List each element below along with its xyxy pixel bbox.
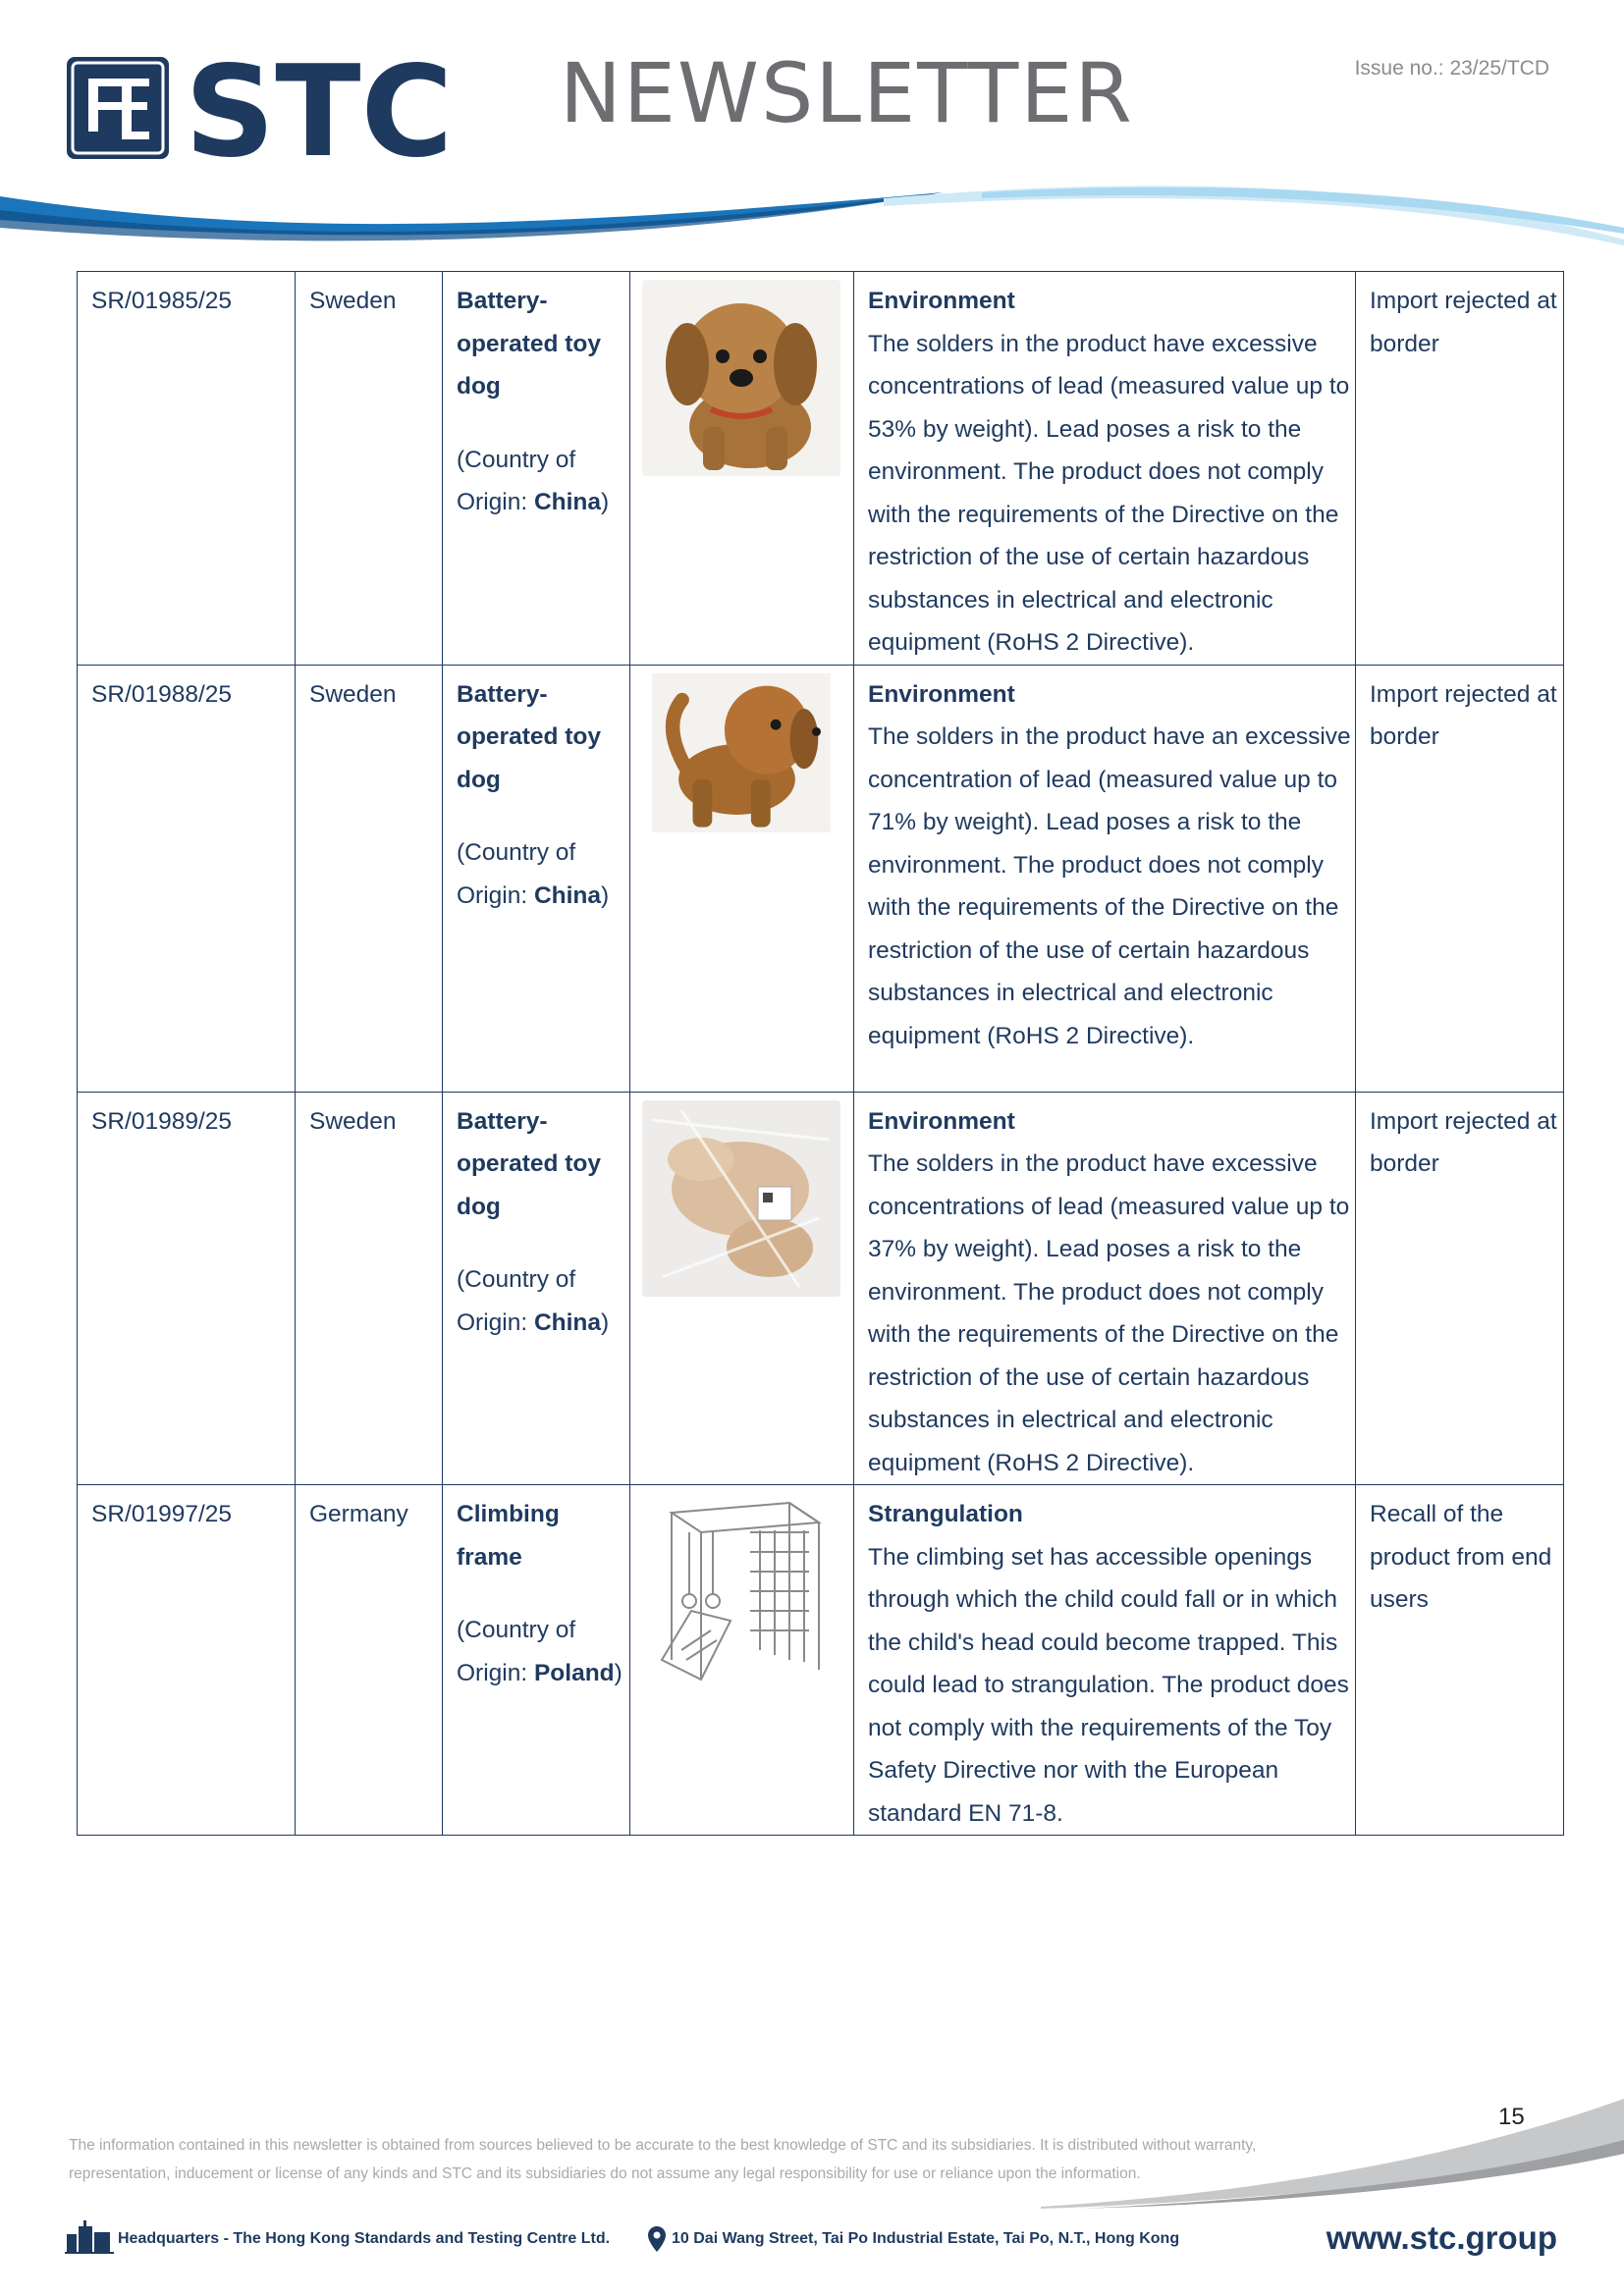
product-image-cell xyxy=(630,1092,854,1485)
reference-number-cell: SR/01989/25 xyxy=(78,1092,296,1485)
origin-country: China xyxy=(533,489,602,515)
country-of-origin: (Country of Origin: China) xyxy=(457,839,610,909)
risk-type: Environment xyxy=(868,1107,1015,1135)
logo-wordmark: STC xyxy=(185,57,454,163)
stc-logo xyxy=(67,57,460,163)
reference-number-cell: SR/01985/25 xyxy=(78,272,296,666)
plush-toy-dog-photo xyxy=(642,280,840,476)
packaged-toy-dog-photo xyxy=(642,1100,840,1297)
address-text: 10 Dai Wang Street, Tai Po Industrial Estate, Tai Po, N.T., Hong Kong xyxy=(672,2230,1180,2247)
product-name: Climbing frame xyxy=(457,1501,560,1571)
origin-country: Poland xyxy=(533,1659,615,1686)
measure-cell: Recall of the product from end users xyxy=(1356,1485,1564,1836)
product-name: Battery-operated toy dog xyxy=(457,1107,602,1220)
risk-cell xyxy=(854,272,1356,666)
country-cell: Sweden xyxy=(296,665,443,1092)
risk-description: The climbing set has accessible openings through which the child could fall or in which the child's head could become trapped. This could lead to strangulation. The product does not comply with the requirements of the Toy Safety Directive nor with the European standard EN 71-8. xyxy=(868,1543,1349,1827)
website-link[interactable]: www.stc.group xyxy=(1326,2219,1557,2256)
country-cell: Germany xyxy=(296,1485,443,1836)
reference-number-cell: SR/01997/25 xyxy=(78,1485,296,1836)
product-cell xyxy=(443,1485,630,1836)
disclaimer-text: The information contained in this newsletter is obtained from sources believed to be accurate to the best knowledge of STC and its subsidiaries. It is distributed without warranty, representation, inducement or license of any kinds and STC and its subsidiaries do not assume any legal responsibility for use or reliance upon the information. xyxy=(69,2137,1257,2182)
climbing-frame-drawing xyxy=(642,1493,840,1689)
footer-contact-bar xyxy=(65,2220,1557,2260)
risk-description: The solders in the product have excessive concentrations of lead (measured value up to 37% by weight). Lead poses a risk to the environment. The product does not comply with the requirements of the Directive on the restriction of the use of certain hazardous substances in electrical and electronic equipment (RoHS 2 Directive). xyxy=(868,1150,1350,1476)
risk-description: The solders in the product have an excessive concentration of lead (measured value up to 71% by weight). Lead poses a risk to the environment. The product does not comply with the requirements of the Directive on the restriction of the use of certain hazardous substances in electrical and electronic equipment (RoHS 2 Directive). xyxy=(868,723,1351,1049)
rapex-table xyxy=(77,271,1564,1836)
location-pin-icon xyxy=(648,2226,666,2252)
country-of-origin: (Country of Origin: China) xyxy=(457,1266,610,1336)
product-image-cell xyxy=(630,1485,854,1836)
newsletter-title: NEWSLETTER xyxy=(560,45,1134,141)
plush-toy-dog-photo xyxy=(642,673,840,850)
country-of-origin: (Country of Origin: China) xyxy=(457,446,610,515)
page-number: 15 xyxy=(1498,2104,1525,2130)
risk-cell xyxy=(854,1485,1356,1836)
reference-number-cell: SR/01988/25 xyxy=(78,665,296,1092)
product-image-cell xyxy=(630,665,854,1092)
product-name: Battery-operated toy dog xyxy=(457,680,602,793)
risk-description: The solders in the product have excessive concentrations of lead (measured value up to 53% by weight). Lead poses a risk to the environment. The product does not comply with the requirements of the Directive on the restriction of the use of certain hazardous substances in electrical and electronic equipment (RoHS 2 Directive). xyxy=(868,330,1350,656)
risk-type: Environment xyxy=(868,680,1015,708)
header-swoosh-decoration xyxy=(0,177,1624,255)
table-row xyxy=(78,665,1564,1092)
product-name: Battery-operated toy dog xyxy=(457,288,602,400)
product-cell xyxy=(443,665,630,1092)
measure-cell: Import rejected at border xyxy=(1356,1092,1564,1485)
country-of-origin: (Country of Origin: Poland) xyxy=(457,1617,623,1686)
issue-number: Issue no.: 23/25/TCD xyxy=(1354,57,1549,80)
measure-cell: Import rejected at border xyxy=(1356,665,1564,1092)
origin-country: China xyxy=(533,881,602,909)
product-image-cell xyxy=(630,272,854,666)
risk-cell xyxy=(854,665,1356,1092)
risk-type: Environment xyxy=(868,288,1015,314)
product-cell xyxy=(443,1092,630,1485)
country-cell: Sweden xyxy=(296,1092,443,1485)
building-icon xyxy=(65,2220,114,2254)
measure-cell: Import rejected at border xyxy=(1356,272,1564,666)
risk-type: Strangulation xyxy=(868,1501,1023,1527)
risk-cell xyxy=(854,1092,1356,1485)
table-row xyxy=(78,1485,1564,1836)
product-cell xyxy=(443,272,630,666)
origin-country: China xyxy=(533,1308,602,1336)
table-row xyxy=(78,272,1564,666)
headquarters-text: Headquarters - The Hong Kong Standards and Testing Centre Ltd. xyxy=(118,2230,611,2247)
table-row xyxy=(78,1092,1564,1485)
country-cell: Sweden xyxy=(296,272,443,666)
